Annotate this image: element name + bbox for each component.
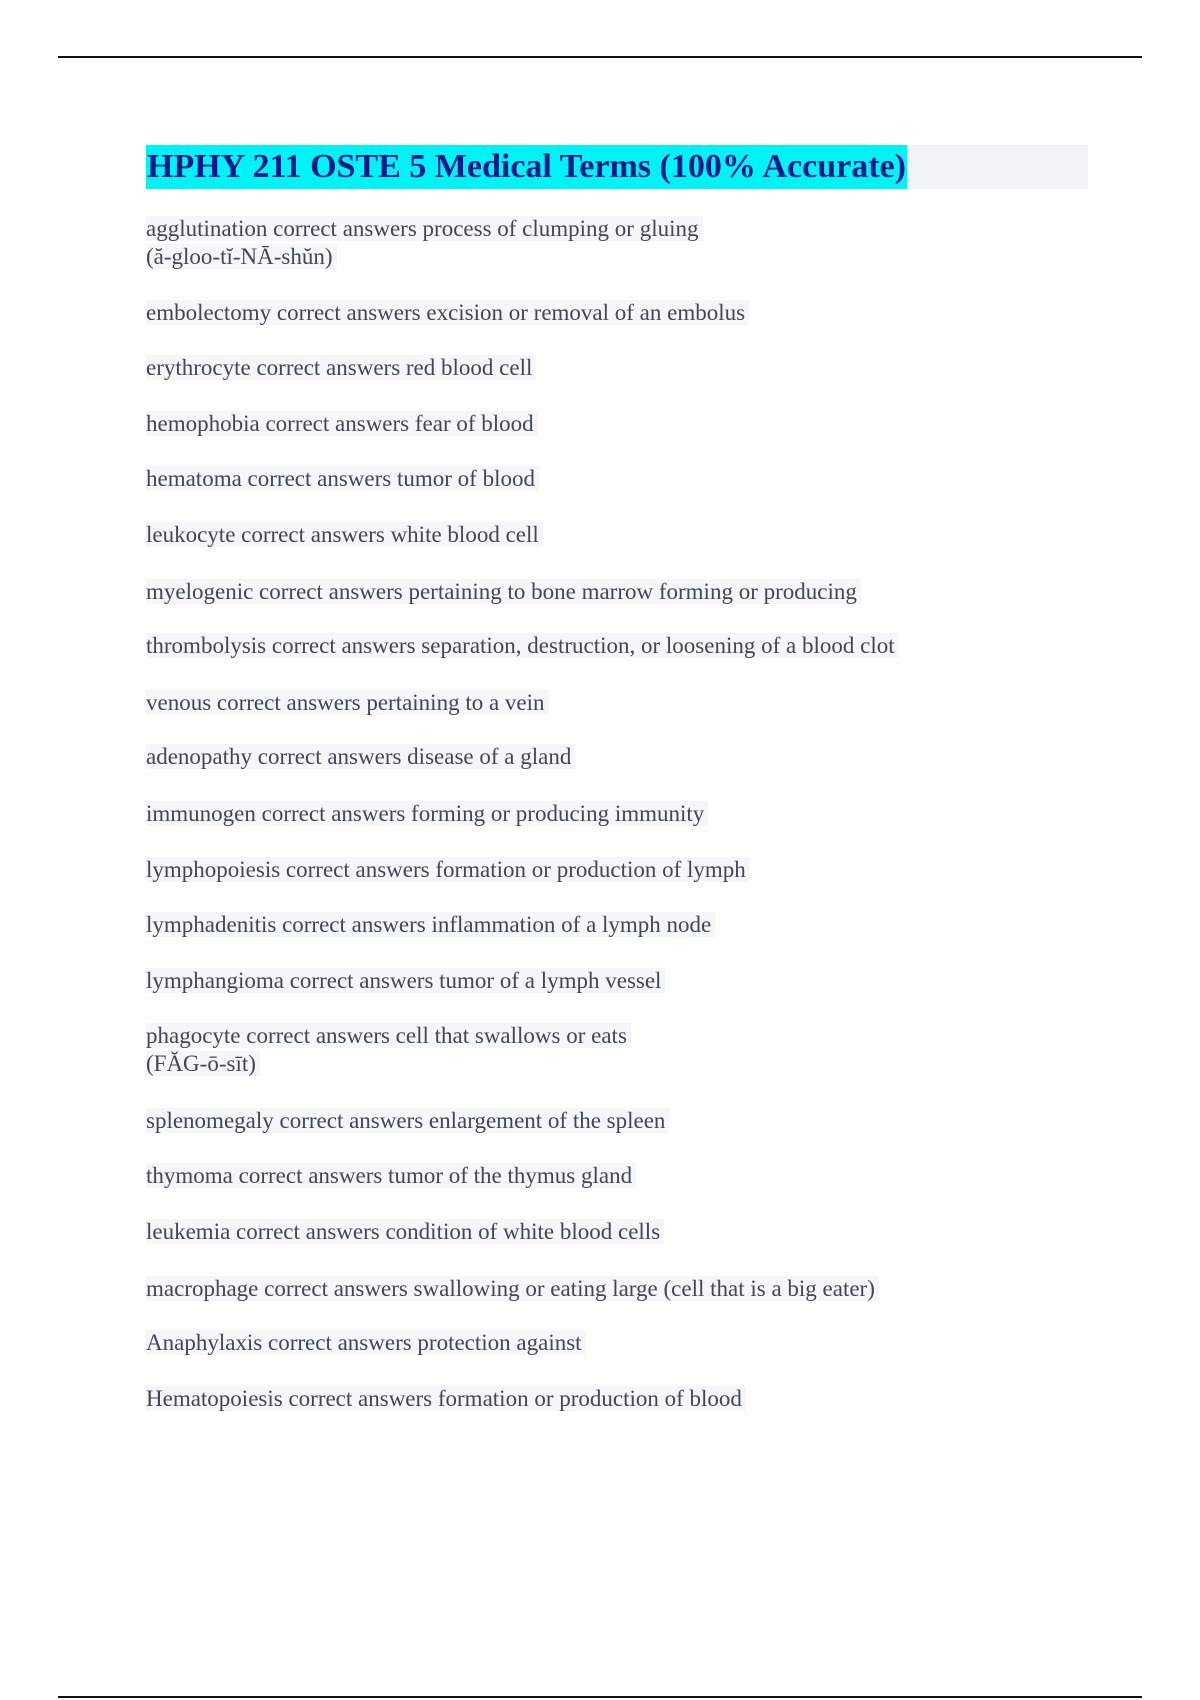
term-text: lymphangioma correct answers tumor of a lymph vessel bbox=[146, 968, 665, 993]
term-text: leukocyte correct answers white blood cell bbox=[146, 522, 543, 547]
term-item bbox=[146, 967, 665, 995]
term-text: macrophage correct answers swallowing or eating large (cell that is a big eater) bbox=[146, 1276, 879, 1301]
term-text: leukemia correct answers condition of white blood cells bbox=[146, 1219, 664, 1244]
term-item bbox=[146, 354, 536, 382]
term-item bbox=[146, 465, 539, 493]
term-text: thymoma correct answers tumor of the thymus gland bbox=[146, 1163, 636, 1188]
term-item bbox=[146, 1162, 636, 1190]
term-text: lymphadenitis correct answers inflammation of a lymph node bbox=[146, 912, 715, 937]
term-pronunciation: (FĂG-ō-sīt) bbox=[146, 1051, 260, 1076]
term-text: Anaphylaxis correct answers protection against bbox=[146, 1330, 586, 1355]
term-item bbox=[146, 1218, 664, 1246]
term-item bbox=[146, 299, 749, 327]
term-text: hematoma correct answers tumor of blood bbox=[146, 466, 539, 491]
term-text: thrombolysis correct answers separation, destruction, or loosening of a blood clot bbox=[146, 633, 899, 658]
term-text: immunogen correct answers forming or producing immunity bbox=[146, 801, 708, 826]
term-item bbox=[146, 410, 538, 438]
term-text: embolectomy correct answers excision or removal of an embolus bbox=[146, 300, 749, 325]
term-item bbox=[146, 521, 543, 549]
page-bottom-rule bbox=[58, 1696, 1142, 1698]
page-top-rule bbox=[58, 56, 1142, 58]
term-item bbox=[146, 689, 549, 717]
term-item bbox=[146, 856, 750, 884]
title-row bbox=[146, 145, 1088, 189]
term-text: splenomegaly correct answers enlargement of the spleen bbox=[146, 1108, 669, 1133]
term-item bbox=[146, 1385, 746, 1413]
document-title: HPHY 211 OSTE 5 Medical Terms (100% Accurate) bbox=[146, 145, 907, 189]
term-text: myelogenic correct answers pertaining to bone marrow forming or producing bbox=[146, 579, 861, 604]
term-item bbox=[146, 632, 899, 660]
term-item bbox=[146, 1022, 631, 1078]
term-text: agglutination correct answers process of clumping or gluing bbox=[146, 216, 703, 241]
term-item bbox=[146, 743, 575, 771]
term-text: Hematopoiesis correct answers formation or production of blood bbox=[146, 1386, 746, 1411]
term-text: adenopathy correct answers disease of a gland bbox=[146, 744, 575, 769]
term-text: erythrocyte correct answers red blood cell bbox=[146, 355, 536, 380]
term-text: phagocyte correct answers cell that swallows or eats bbox=[146, 1023, 631, 1048]
term-item bbox=[146, 800, 708, 828]
term-item bbox=[146, 1329, 586, 1357]
term-text: hemophobia correct answers fear of blood bbox=[146, 411, 538, 436]
term-text: lymphopoiesis correct answers formation or production of lymph bbox=[146, 857, 750, 882]
term-item bbox=[146, 578, 861, 606]
term-item bbox=[146, 1275, 879, 1303]
term-item bbox=[146, 215, 703, 271]
term-text: venous correct answers pertaining to a vein bbox=[146, 690, 549, 715]
term-item bbox=[146, 1107, 669, 1135]
term-item bbox=[146, 911, 715, 939]
term-pronunciation: (ă-gloo-tĭ-NĀ-shŭn) bbox=[146, 244, 337, 269]
